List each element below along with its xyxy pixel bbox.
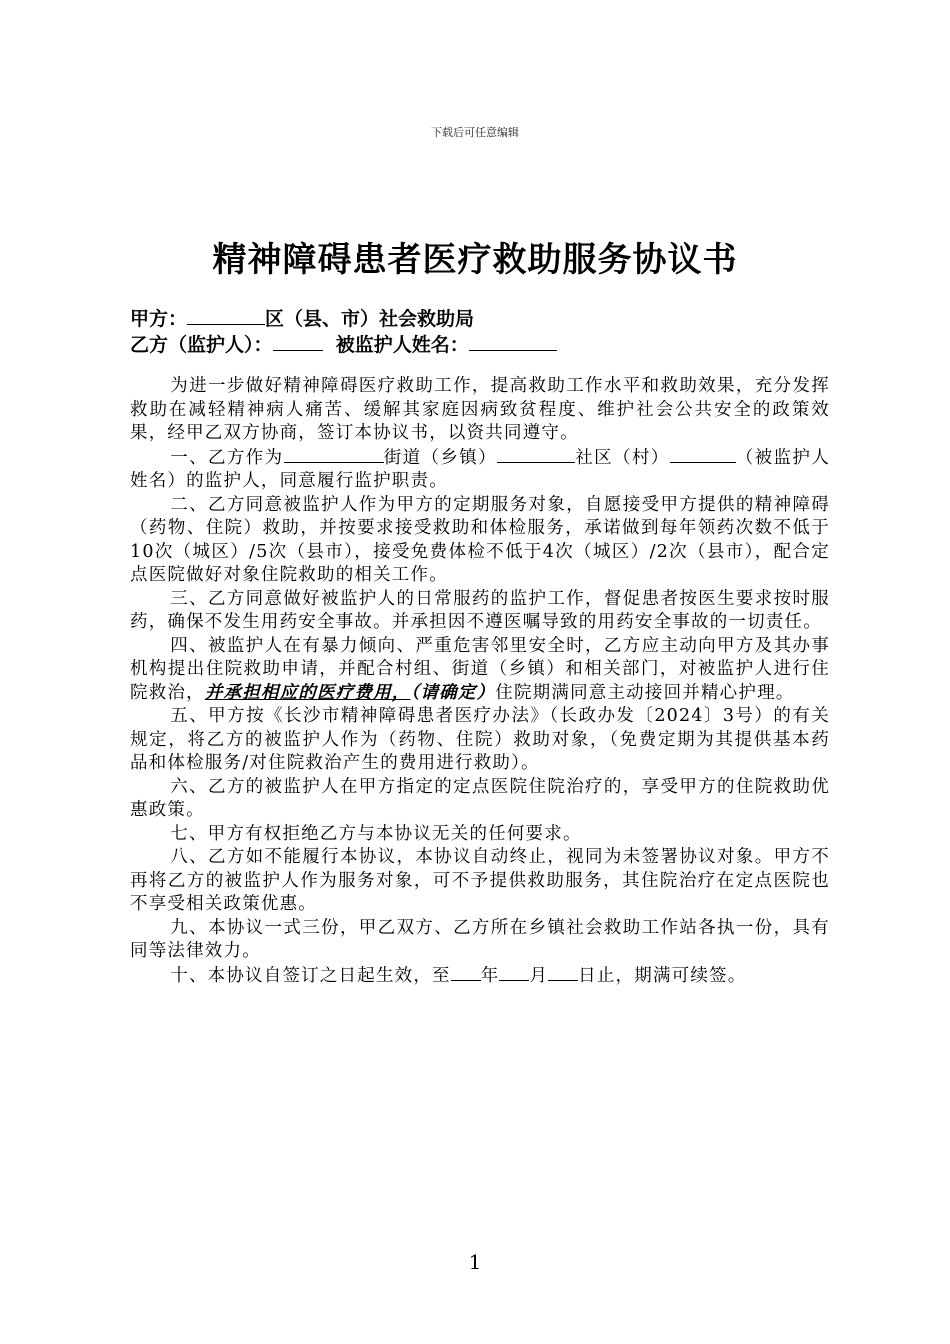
clause-4: [130, 635, 830, 706]
header-note: 下载后可任意编辑: [431, 126, 519, 139]
clause-1-text-c: 社区（村）: [575, 447, 670, 468]
clause-10: [130, 964, 830, 989]
party-a-line: [130, 304, 474, 331]
ward-name-blank[interactable]: [469, 334, 557, 351]
page-number: 1: [468, 1250, 482, 1274]
clause-8: 八、乙方如不能履行本协议，本协议自动终止，视同为未签署协议对象。甲方不再将乙方的被监护人作为服务对象，可不予提供救助服务，其住院治疗在定点医院也不享受相关政策优惠。: [130, 847, 830, 914]
agreement-body: [130, 375, 830, 988]
month-label: 月: [529, 965, 549, 986]
street-blank[interactable]: [284, 446, 384, 463]
clause-2: 二、乙方同意被监护人作为甲方的定期服务对象，自愿接受甲方提供的精神障碍（药物、住院）救助，并按要求接受救助和体检服务，承诺做到每年领药次数不低于10次（城区）/5次（县市），接受免费体检不低于4次（城区）/2次（县市），配合定点医院做好对象住院救助的相关工作。: [130, 494, 830, 585]
clause-4-emphasis: 并承担相应的医疗费用，: [204, 682, 411, 703]
party-b-line: [130, 330, 557, 357]
intro-paragraph: 为进一步做好精神障碍医疗救助工作，提高救助工作水平和救助效果，充分发挥救助在减轻精神病人痛苦、缓解其家庭因病致贫程度、维护社会公共安全的政策效果，经甲乙双方协商，签订本协议书，以资共同遵守。: [130, 376, 830, 443]
party-b-prefix: 乙方（监护人）：: [130, 334, 273, 356]
ward-name-label: 被监护人姓名：: [335, 334, 469, 356]
clause-1-text-b: 街道（乡镇）: [383, 447, 498, 468]
clause-4-please-confirm: （请确定）: [410, 682, 496, 703]
clause-5: 五、甲方按《长沙市精神障碍患者医疗办法》（长政办发〔2024〕3号）的有关规定，将乙方的被监护人作为（药物、住院）救助对象，（免费定期为其提供基本药品和体检服务/对住院救治产生的费用进行救助）。: [130, 706, 830, 773]
clause-4-text-b: 住院期满同意主动接回并精心护理。: [495, 682, 795, 703]
party-a-prefix: 甲方：: [130, 308, 188, 330]
clause-1-text-a: 一、乙方作为: [170, 447, 284, 468]
ward-blank[interactable]: [670, 446, 736, 463]
clause-9: 九、本协议一式三份，甲乙双方、乙方所在乡镇社会救助工作站各执一份，具有同等法律效力。: [130, 917, 830, 961]
party-a-suffix: 区（县、市）社会救助局: [265, 308, 475, 330]
day-blank[interactable]: [548, 964, 578, 981]
clause-10-text-a: 十、本协议自签订之日起生效，至: [170, 965, 451, 986]
clause-3: 三、乙方同意做好被监护人的日常服药的监护工作，督促患者按医生要求按时服药，确保不发生用药安全事故。并承担因不遵医嘱导致的用药安全事故的一切责任。: [130, 588, 830, 632]
clause-10-text-d: 日止，期满可续签。: [578, 965, 747, 986]
document-title: 精神障碍患者医疗救助服务协议书: [212, 240, 738, 280]
year-label: 年: [480, 965, 500, 986]
clause-1: [130, 446, 830, 494]
clause-7: 七、甲方有权拒绝乙方与本协议无关的任何要求。: [170, 823, 582, 844]
clause-4-text-a: 四、被监护人在有暴力倾向、严重危害邻里安全时，乙方应主动向甲方及其办事机构提出住院救助申请，并配合村组、街道（乡镇）和相关部门，对被监护人进行住院救治，: [130, 635, 830, 703]
community-blank[interactable]: [497, 446, 575, 463]
clause-6: 六、乙方的被监护人在甲方指定的定点医院住院治疗的，享受甲方的住院救助优惠政策。: [130, 776, 830, 820]
guardian-name-blank[interactable]: [273, 334, 323, 351]
year-blank[interactable]: [451, 964, 481, 981]
clause-1-text-d: （被监护人姓名）的监护人，同意履行监护职责。: [130, 447, 831, 491]
month-blank[interactable]: [499, 964, 529, 981]
party-a-blank[interactable]: [187, 308, 265, 325]
